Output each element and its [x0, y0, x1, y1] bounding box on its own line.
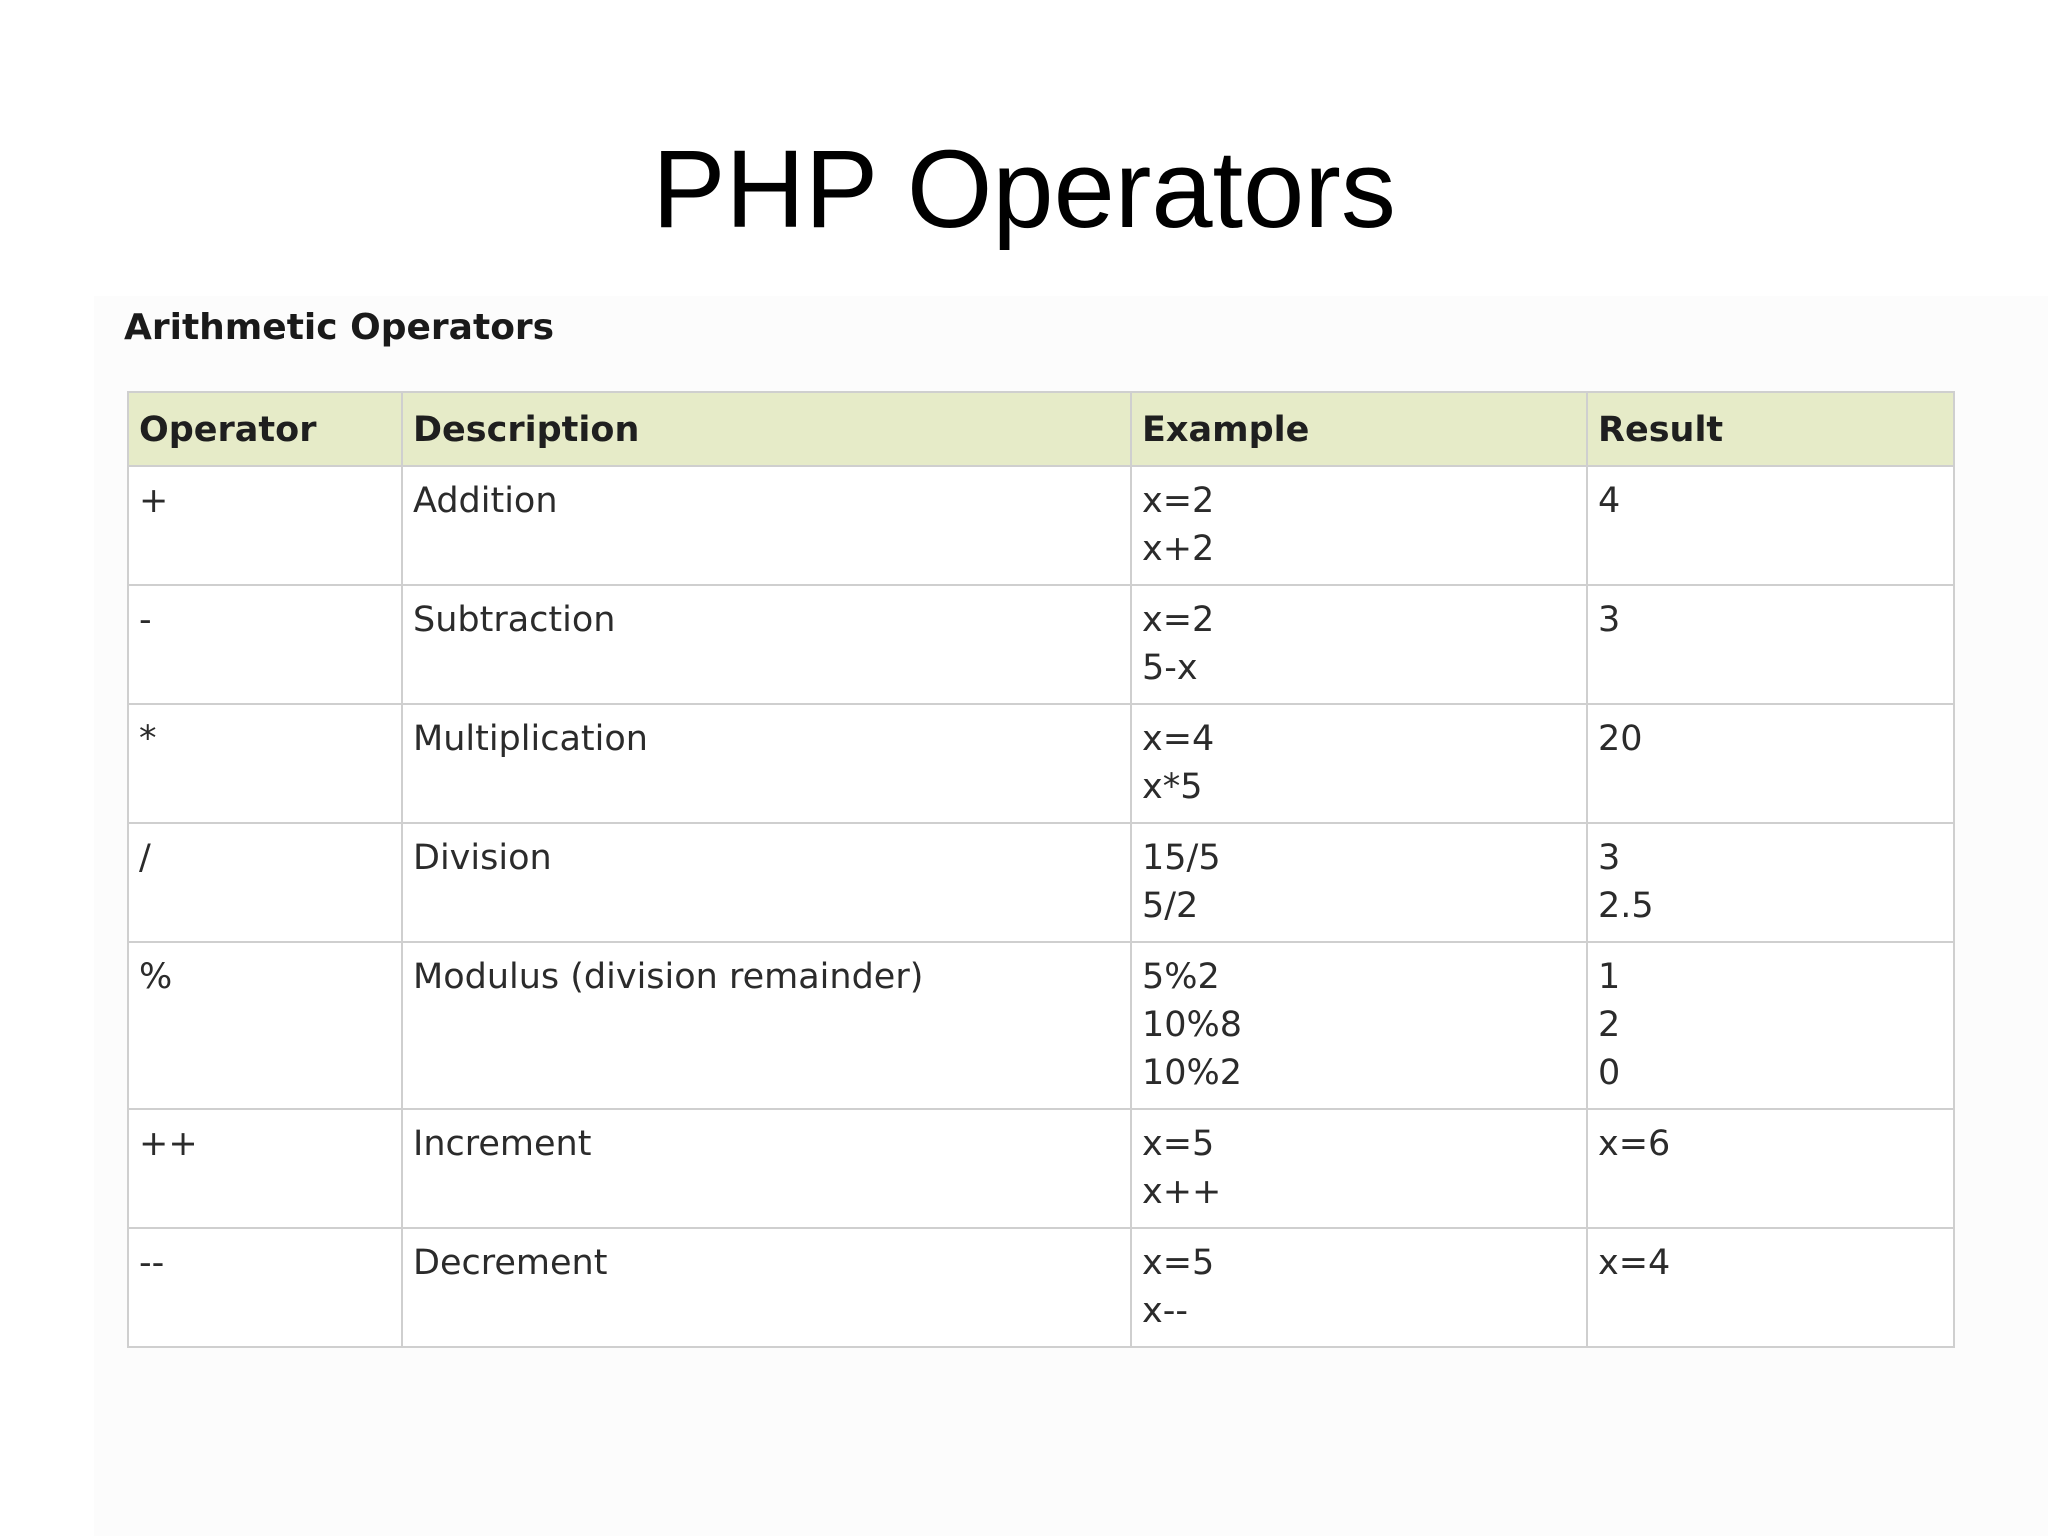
- example-line: x=2: [1142, 481, 1215, 521]
- result-line: 1: [1598, 957, 1621, 997]
- example-line: x+2: [1142, 529, 1215, 569]
- example-line: x--: [1142, 1291, 1188, 1331]
- description-cell: Multiplication: [402, 704, 1131, 823]
- result-line: 3: [1598, 600, 1621, 640]
- table-row: [128, 942, 1954, 1109]
- table-row: [128, 1109, 1954, 1228]
- description-cell: Modulus (division remainder): [402, 942, 1131, 1109]
- header-example: Example: [1131, 392, 1587, 466]
- section-heading: Arithmetic Operators: [124, 307, 555, 348]
- example-line: x=5: [1142, 1243, 1215, 1283]
- operator-cell: *: [128, 704, 402, 823]
- slide-title: PHP Operators: [652, 128, 1396, 251]
- example-line: x=4: [1142, 719, 1215, 759]
- result-cell: [1587, 466, 1954, 585]
- example-line: x=2: [1142, 600, 1215, 640]
- table-header-row: [128, 392, 1954, 466]
- table-row: [128, 466, 1954, 585]
- operator-cell: ++: [128, 1109, 402, 1228]
- operators-table: [127, 391, 1955, 1348]
- result-line: x=6: [1598, 1124, 1671, 1164]
- description-cell: Division: [402, 823, 1131, 942]
- table-row: [128, 585, 1954, 704]
- example-line: 10%8: [1142, 1005, 1243, 1045]
- header-result: Result: [1587, 392, 1954, 466]
- example-cell: [1131, 942, 1587, 1109]
- example-line: 5/2: [1142, 886, 1199, 926]
- description-cell: Subtraction: [402, 585, 1131, 704]
- table-row: [128, 704, 1954, 823]
- example-cell: [1131, 466, 1587, 585]
- result-line: 0: [1598, 1053, 1621, 1093]
- example-line: 15/5: [1142, 838, 1221, 878]
- example-cell: [1131, 1228, 1587, 1347]
- example-cell: [1131, 1109, 1587, 1228]
- description-cell: Decrement: [402, 1228, 1131, 1347]
- table-row: [128, 1228, 1954, 1347]
- table-row: [128, 823, 1954, 942]
- result-line: 4: [1598, 481, 1621, 521]
- result-cell: [1587, 1109, 1954, 1228]
- example-line: x=5: [1142, 1124, 1215, 1164]
- operator-cell: +: [128, 466, 402, 585]
- example-line: 10%2: [1142, 1053, 1243, 1093]
- example-cell: [1131, 823, 1587, 942]
- operator-cell: -: [128, 585, 402, 704]
- operator-cell: %: [128, 942, 402, 1109]
- header-description: Description: [402, 392, 1131, 466]
- example-line: x*5: [1142, 767, 1203, 807]
- operator-cell: /: [128, 823, 402, 942]
- result-line: 2: [1598, 1005, 1621, 1045]
- operator-cell: --: [128, 1228, 402, 1347]
- result-cell: [1587, 1228, 1954, 1347]
- result-line: 3: [1598, 838, 1621, 878]
- example-cell: [1131, 585, 1587, 704]
- example-line: x++: [1142, 1172, 1222, 1212]
- result-cell: [1587, 823, 1954, 942]
- result-cell: [1587, 704, 1954, 823]
- description-cell: Addition: [402, 466, 1131, 585]
- result-line: x=4: [1598, 1243, 1671, 1283]
- result-line: 2.5: [1598, 886, 1654, 926]
- example-line: 5%2: [1142, 957, 1220, 997]
- header-operator: Operator: [128, 392, 402, 466]
- description-cell: Increment: [402, 1109, 1131, 1228]
- result-line: 20: [1598, 719, 1643, 759]
- result-cell: [1587, 585, 1954, 704]
- result-cell: [1587, 942, 1954, 1109]
- example-cell: [1131, 704, 1587, 823]
- example-line: 5-x: [1142, 648, 1198, 688]
